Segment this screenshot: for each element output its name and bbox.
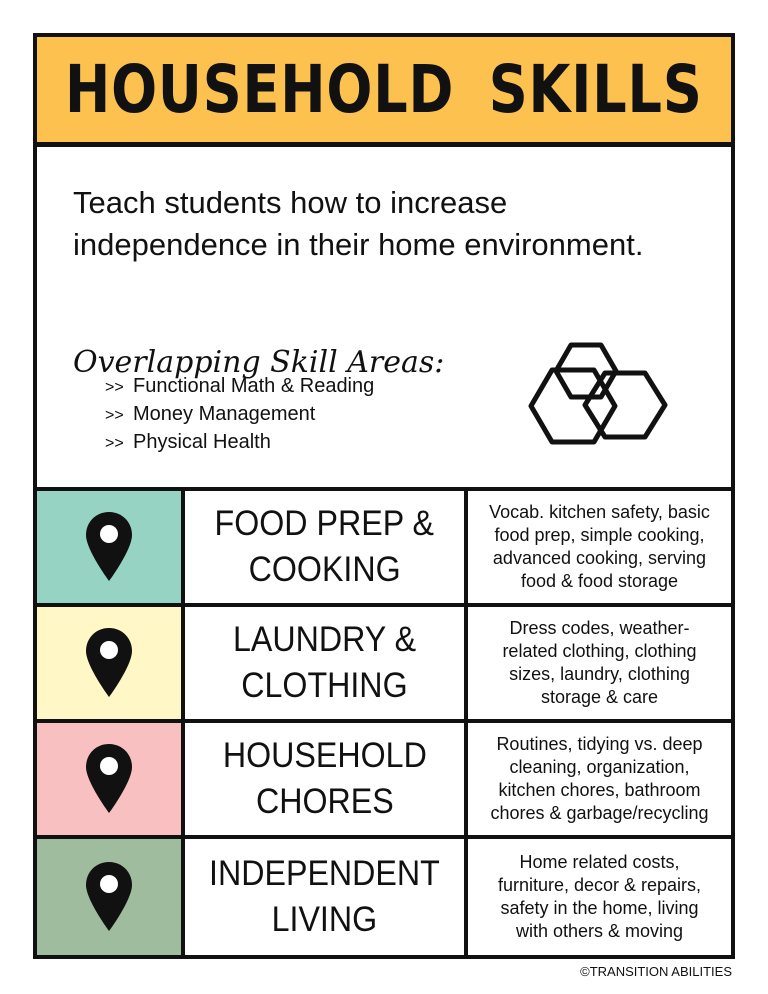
category-description: Routines, tidying vs. deep cleaning, organization, kitchen chores, bathroom chores & garbage/recycling <box>490 734 709 823</box>
skills-table <box>37 487 731 955</box>
pin-hole-shape <box>100 757 118 775</box>
copyright-footer: ©TRANSITION ABILITIES <box>580 964 732 979</box>
category-description: Home related costs, furniture, decor & repairs, safety in the home, living with others & moving <box>497 852 702 941</box>
title-banner <box>37 37 731 147</box>
category-description: Vocab. kitchen safety, basic food prep, simple cooking, advanced cooking, serving food & food storage <box>489 502 710 591</box>
pin-hole-shape <box>100 641 118 659</box>
overlapping-hexagons-icon <box>527 337 677 449</box>
intro-line-2: independence in their home environment. <box>73 227 644 262</box>
poster-frame <box>33 33 735 959</box>
location-pin-icon <box>84 860 134 934</box>
bullet-marker: >> <box>105 407 124 424</box>
row-color-swatch <box>37 839 185 955</box>
pin-hole-shape <box>100 525 118 543</box>
category-label: INDEPENDENT LIVING <box>185 839 468 955</box>
location-pin-icon <box>84 626 134 700</box>
table-row <box>37 607 731 723</box>
category-label: HOUSEHOLD CHORES <box>185 723 468 835</box>
location-pin-icon <box>84 510 134 584</box>
page-title: HOUSEHOLD SKILLS <box>65 51 703 128</box>
intro-text <box>73 182 713 266</box>
category-description: Dress codes, weather- related clothing, clothing sizes, laundry, clothing storage & care <box>502 618 697 707</box>
category-label: FOOD PREP & COOKING <box>185 491 468 603</box>
row-color-swatch <box>37 491 185 603</box>
list-item: >> Functional Math & Reading <box>105 373 374 401</box>
list-item: >> Physical Health <box>105 429 374 457</box>
table-row <box>37 839 731 955</box>
list-item: >> Money Management <box>105 401 374 429</box>
table-row <box>37 723 731 839</box>
bullet-marker: >> <box>105 379 124 396</box>
pin-hole-shape <box>100 875 118 893</box>
intro-line-1: Teach students how to increase <box>73 185 508 220</box>
bullet-marker: >> <box>105 435 124 452</box>
location-pin-icon <box>84 742 134 816</box>
overlap-heading: Overlapping Skill Areas: <box>73 345 445 380</box>
row-color-swatch <box>37 723 185 835</box>
overlap-skill-list <box>105 373 374 457</box>
category-label: LAUNDRY & CLOTHING <box>185 607 468 719</box>
row-color-swatch <box>37 607 185 719</box>
table-row <box>37 491 731 607</box>
